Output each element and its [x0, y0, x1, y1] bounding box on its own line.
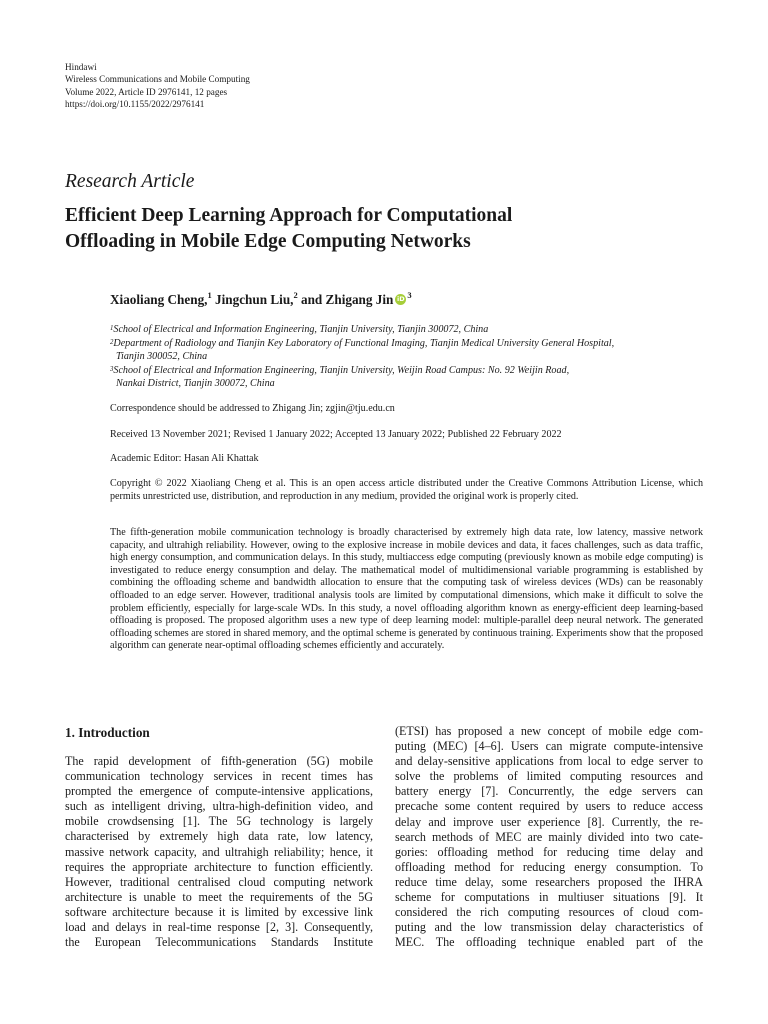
- affiliation-3-sup: 3: [110, 366, 114, 373]
- body-line: prompted the emergence of compute-intensive applications,: [65, 784, 373, 799]
- body-line: gories: offloading method for reducing time delay and: [395, 844, 703, 859]
- body-line: (ETSI) has proposed a new concept of mobile edge com-: [395, 724, 703, 738]
- title-line-2: Offloading in Mobile Edge Computing Networks: [65, 231, 471, 252]
- title-line-1: Efficient Deep Learning Approach for Computational: [65, 205, 513, 226]
- journal-header: [65, 61, 250, 110]
- author-2-affil: 2: [293, 290, 298, 300]
- body-line: puting and the low transmission delay characteristics of: [395, 920, 703, 935]
- affiliation-1-text: School of Electrical and Information Engineering, Tianjin University, Tianjin 300072, China: [113, 324, 489, 335]
- body-line: communication technology services in recent times has: [65, 769, 373, 784]
- author-3-affil: 3: [407, 290, 412, 300]
- body-line: and delay-sensitive applications from local to edge server to: [395, 754, 703, 769]
- publisher-name: Hindawi: [65, 62, 97, 72]
- affiliation-2-text: Department of Radiology and Tianjin Key Laboratory of Functional Imaging, Tianjin Medical University General Hospital,: [113, 338, 615, 349]
- body-line: offloading method for reducing energy consumption. To: [395, 859, 703, 874]
- affiliation-3-text: School of Electrical and Information Engineering, Tianjin University, Weijin Road Campus: No. 92 Weijin Road,: [113, 365, 570, 376]
- journal-name: Wireless Communications and Mobile Computing: [65, 74, 250, 85]
- author-2: Jingchun Liu,: [215, 292, 294, 307]
- author-3: and Zhigang Jin: [301, 292, 394, 307]
- copyright-notice: Copyright © 2022 Xiaoliang Cheng et al. This is an open access article distributed under the Creative Commons Attribution License, which permits unrestricted use, distribution, and reproduction in any medium, provided the original work is properly cited.: [110, 478, 703, 503]
- affiliation-3: [110, 364, 569, 390]
- affiliation-2: [110, 337, 614, 363]
- body-line: delay and improve user experience [8]. Currently, the re-: [395, 814, 703, 829]
- body-line: search methods of MEC are mainly divided into two cate-: [395, 829, 703, 844]
- body-line: precache some content required by users to reduce access: [395, 799, 703, 814]
- volume-line: Volume 2022, Article ID 2976141, 12 pages: [65, 86, 228, 97]
- body-line: mobile crowdsensing [1]. The 5G technology is largely: [65, 814, 373, 829]
- affiliation-1: [110, 323, 488, 336]
- affiliation-2-sup: 2: [110, 339, 114, 346]
- left-column: [65, 754, 373, 950]
- article-type: Research Article: [65, 171, 195, 192]
- body-line: requires the appropriate architecture to function efficiently.: [65, 859, 373, 874]
- body-line: software architecture because it is limited by excessive link: [65, 904, 373, 919]
- abstract: The fifth-generation mobile communication technology is broadly characterised by extremely high data rate, low latency, massive network capacity, and ultrahigh reliability. However, owing to the explosive increase in mobile devices and data, it faces challenges, such as data traffic, high energy consumption, and communication delays. In this study, multiaccess edge computing (previously known as mobile edge computing) is investigated to reduce energy consumption and delay. The mathematical model of multidimensional variable programming is established by combining the offloading scheme and bandwidth allocation to ensure that the computing task of wireless devices (WDs) can be reasonably offloaded to an edge server. However, traditional analysis tools are limited by computational dimensions, which make it difficult to solve the problem efficiently, especially for large-scale WDs. In this study, a novel offloading algorithm known as energy-efficient deep learning-based offloading is proposed. The proposed algorithm uses a new type of deep learning model: multiple-parallel deep neural network. The generated offloading schemes are stored in shared memory, and the optimal scheme is generated by continuous training. Experiments show that the proposed algorithm can generate near-optimal offloading schemes efficiently and accurately.: [110, 527, 703, 652]
- body-line: scheme for computations in multiuser situations [9]. It: [395, 890, 703, 905]
- author-1-affil: 1: [207, 290, 212, 300]
- body-line: battery energy [7]. Concurrently, the edge servers can: [395, 784, 703, 799]
- body-line: puting (MEC) [4–6]. Users can migrate compute-intensive: [395, 739, 703, 754]
- body-line: considered the rich computing resources of cloud com-: [395, 905, 703, 920]
- paper-title: [65, 203, 512, 255]
- correspondence: Correspondence should be addressed to Zhigang Jin; zgjin@tju.edu.cn: [110, 403, 395, 414]
- affiliation-1-sup: 1: [110, 325, 114, 332]
- body-line: The rapid development of fifth-generation (5G) mobile: [65, 754, 373, 768]
- affiliation-2-cont: Tianjin 300052, China: [116, 351, 208, 362]
- body-line: load and delays in real-time response [2, 3]. Consequently,: [65, 920, 373, 935]
- publication-dates: Received 13 November 2021; Revised 1 January 2022; Accepted 13 January 2022; Published 22 February 2022: [110, 429, 562, 440]
- orcid-icon[interactable]: iD: [397, 295, 405, 304]
- doi-link[interactable]: https://doi.org/10.1155/2022/2976141: [65, 98, 205, 109]
- body-line: reduce time delay, some researchers proposed the IHRA: [395, 874, 703, 889]
- author-list: [110, 292, 412, 308]
- body-line: MEC. The offloading technique enabled part of the: [395, 935, 703, 950]
- body-line: such as intelligent driving, ultra-high-definition video, and: [65, 799, 373, 814]
- body-line: characterised by extremely high data rate, low latency,: [65, 829, 373, 844]
- body-line: However, traditional centralised cloud computing network: [65, 874, 373, 889]
- right-column: [395, 724, 703, 950]
- body-line: massive network capacity, and ultrahigh reliability; hence, it: [65, 844, 373, 859]
- body-line: the European Telecommunications Standards Institute: [65, 935, 373, 950]
- body-line: architecture is unable to meet the requirements of the 5G: [65, 889, 373, 904]
- section-heading: 1. Introduction: [65, 725, 150, 740]
- body-line: solve the problems of limited computing resources and: [395, 769, 703, 784]
- author-1: Xiaoliang Cheng,: [110, 292, 208, 307]
- affiliation-3-cont: Nankai District, Tianjin 300072, China: [116, 378, 275, 389]
- academic-editor: Academic Editor: Hasan Ali Khattak: [110, 453, 259, 464]
